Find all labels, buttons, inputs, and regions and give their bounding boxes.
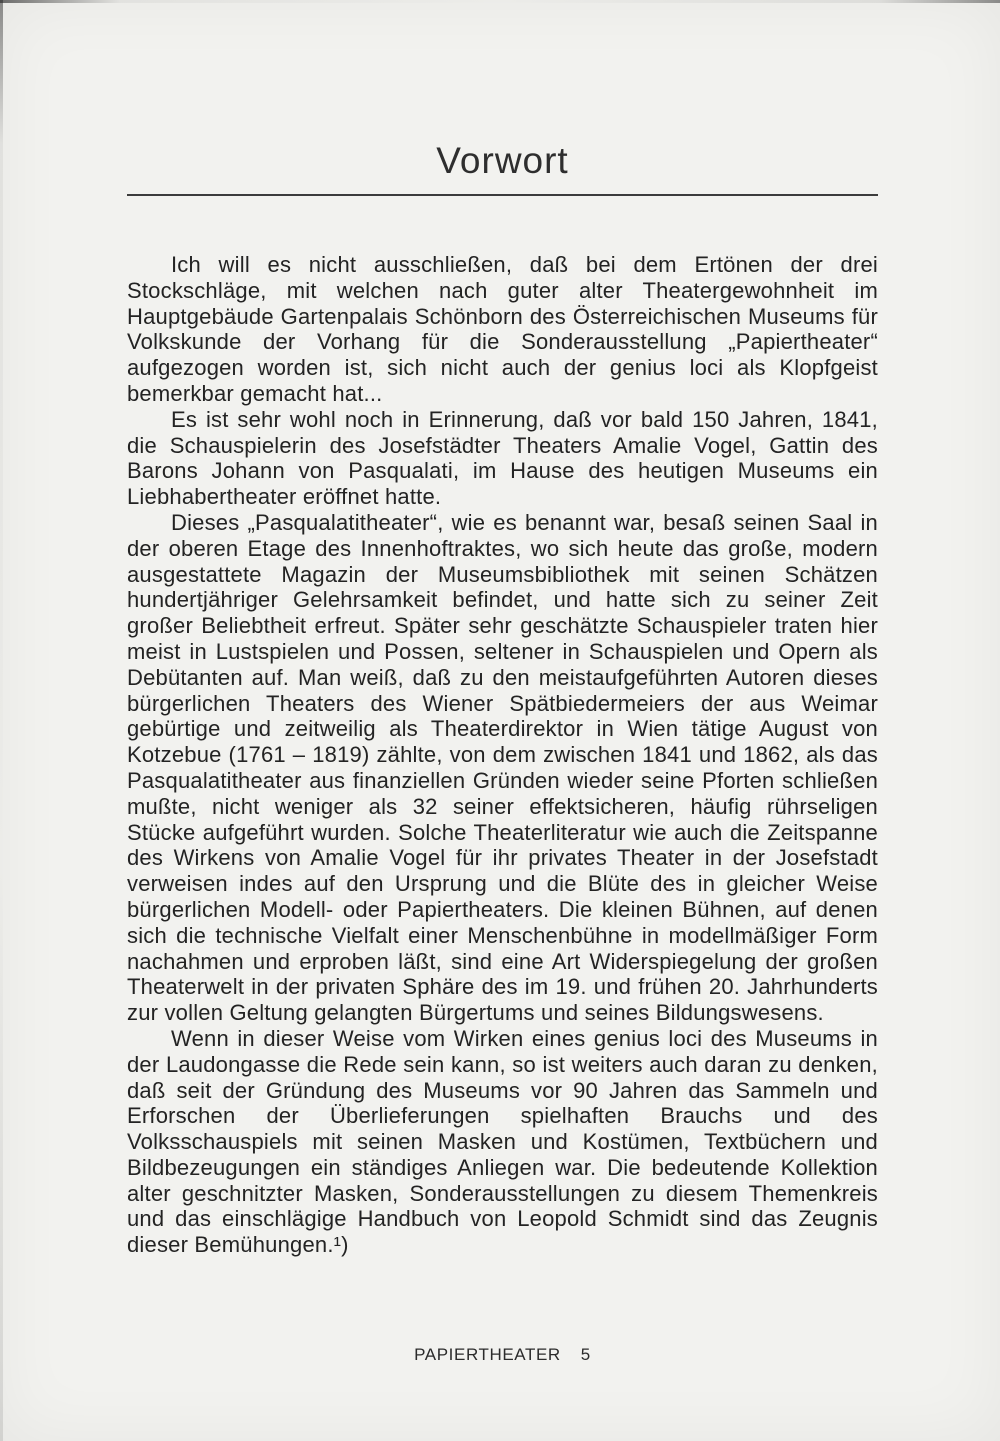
preface-paragraph: Ich will es nicht ausschließen, daß bei dem Ertönen der drei Stockschläge, mit welchen nach guter alter Theatergewohnheit im Hauptgebäude Gartenpalais Schönborn des Österreichischen Museums für Volkskunde der Vorhang für die Sonderausstellung „Papiertheater“ aufgezogen worden ist, sich nicht auch der genius loci als Klopfgeist bemerkbar gemacht hat... — [127, 252, 878, 406]
preface-paragraph: Dieses „Pasqualatitheater“, wie es benannt war, besaß seinen Saal in der oberen Etage des Innenhoftraktes, wo sich heute das große, modern ausgestattete Magazin der Museumsbibliothek mit seinen Schätzen hundertjähriger Gelehrsamkeit befindet, und hatte sich zu seiner Zeit großer Beliebtheit erfreut. Später sehr geschätzte Schauspieler traten hier meist in Lustspielen und Possen, seltener in Schauspielen und Opern als Debütanten auf. Man weiß, daß zu den meistaufgeführten Autoren dieses bürgerlichen Theaters des Wiener Spätbiedermeiers der aus Weimar gebürtige und zeitweilig als Theaterdirektor in Wien tätige August von Kotzebue (1761 – 1819) zählte, von dem zwischen 1841 und 1862, als das Pasqualatitheater aus finanziellen Gründen wieder seine Pforten schließen mußte, nicht weniger als 32 seiner effektsicheren, häufig rührseligen Stücke aufgeführt wurden. Solche Theaterliteratur wie auch die Zeitspanne des Wirkens von Amalie Vogel für ihr privates Theater in der Josefstadt verweisen indes auf den Ursprung und die Blüte des in gleicher Weise bürgerlichen Modell- oder Papiertheaters. Die kleinen Bühnen, auf denen sich die technische Vielfalt einer Menschenbühne in modellmäßiger Form nachahmen und erproben läßt, sind eine Art Widerspiegelung der großen Theaterwelt in der privaten Sphäre des im 19. und frühen 20. Jahrhunderts zur vollen Geltung gelangten Bürgertums und seines Bildungswesens. — [127, 509, 878, 1026]
preface-paragraph: Es ist sehr wohl noch in Erinnerung, daß vor bald 150 Jahren, 1841, die Schauspielerin des Josefstädter Theaters Amalie Vogel, Gattin des Barons Johann von Pasqualati, im Hause des heutigen Museums ein Liebhabertheater eröffnet hatte. — [127, 406, 878, 510]
footer-book-title: PAPIERTHEATER — [414, 1345, 561, 1364]
preface-paragraph: Wenn in dieser Weise vom Wirken eines genius loci des Museums in der Laudongasse die Rede sein kann, so ist weiters auch daran zu denken, daß seit der Gründung des Museums vor 90 Jahren das Sammeln und Erforschen der Überlieferungen spielhaften Brauchs und des Volksschauspiels mit seinen Masken und Kostümen, Textbüchern und Bildbezeugungen ein ständiges Anliegen war. Die bedeutende Kollektion alter geschnitzter Masken, Sonderausstellungen zu diesem Themenkreis und das einschlägige Handbuch von Leopold Schmidt sind das Zeugnis dieser Bemühungen.¹) — [127, 1025, 878, 1258]
running-footer — [127, 1345, 878, 1365]
text-column — [127, 140, 878, 1258]
preface-body — [127, 252, 878, 1258]
page-number: 5 — [580, 1345, 591, 1364]
title-block — [127, 140, 878, 196]
scan-edge-artifact-top — [0, 0, 1000, 3]
scan-edge-artifact-left — [0, 0, 3, 1441]
page-title: Vorwort — [436, 140, 569, 181]
